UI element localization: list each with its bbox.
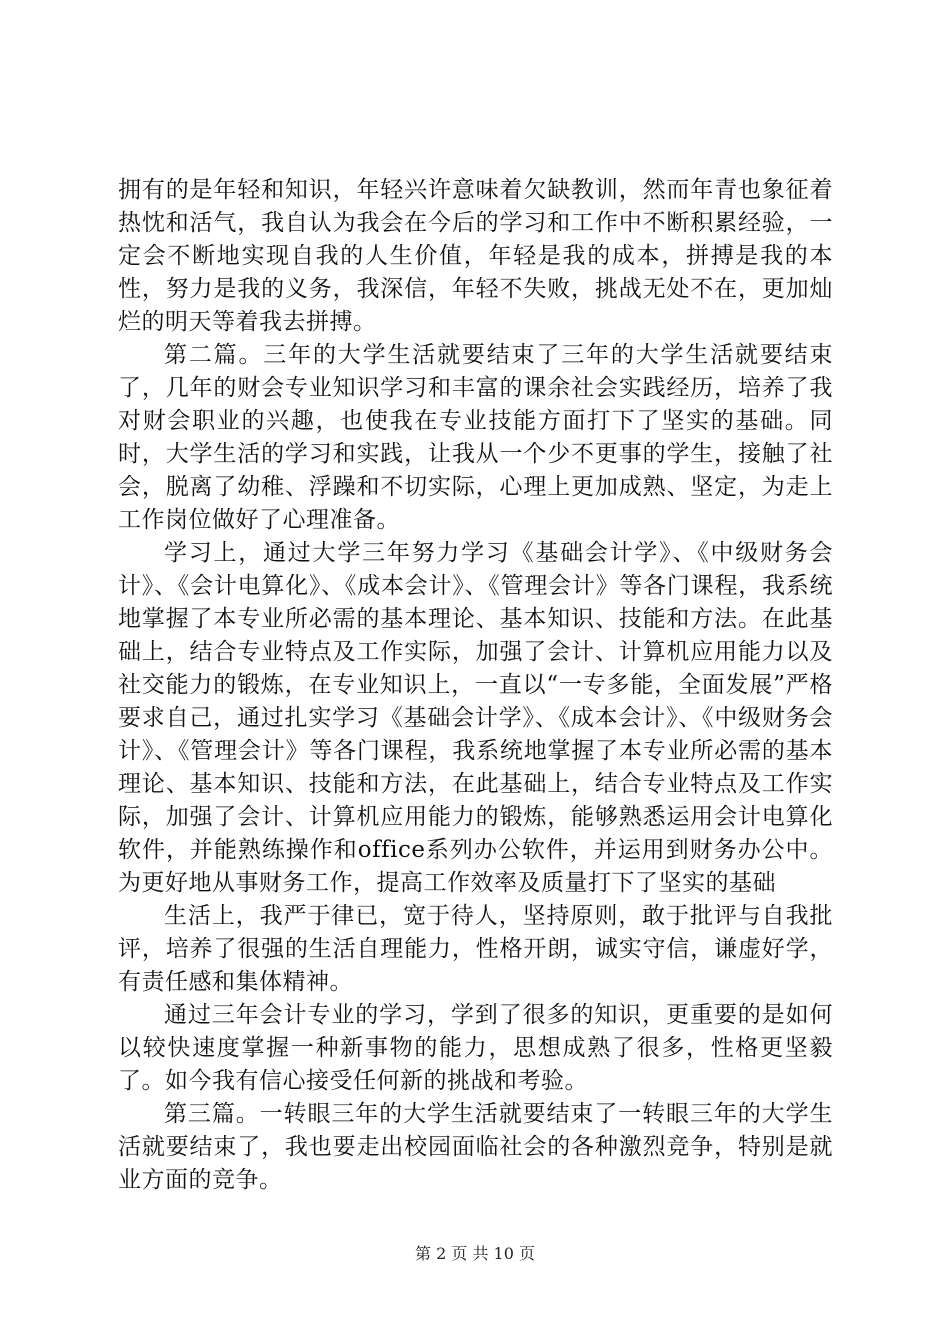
paragraph-life: 生活上，我严于律已，宽于待人，坚持原则，敢于批评与自我批评，培养了很强的生活自理能力，性格开朗，诚实守信，谦虚好学，有责任感和集体精神。 [118, 903, 833, 995]
paragraph-part-two: 第二篇。三年的大学生活就要结束了三年的大学生活就要结束了，几年的财会专业知识学习和丰富的课余社会实践经历，培养了我对财会职业的兴趣，也使我在专业技能方面打下了坚实的基础。同时，大学生活的学习和实践，让我从一个少不更事的学生，接触了社会，脱离了幼稚、浮躁和不切实际，心理上更加成熟、坚定，为走上工作岗位做好了心理准备。 [118, 342, 833, 533]
paragraph-summary: 通过三年会计专业的学习，学到了很多的知识，更重要的是如何以较快速度掌握一种新事物的能力，思想成熟了很多，性格更坚毅了。如今我有信心接受任何新的挑战和考验。 [118, 1002, 833, 1094]
page-number-footer: 第 2 页 共 10 页 [415, 1244, 535, 1263]
paragraph-part-three: 第三篇。一转眼三年的大学生活就要结束了一转眼三年的大学生活就要结束了，我也要走出校园面临社会的各种激烈竞争，特别是就业方面的竞争。 [118, 1101, 833, 1193]
paragraph-continuation: 拥有的是年轻和知识，年轻兴许意味着欠缺教训，然而年青也象征着热忱和活气，我自认为我会在今后的学习和工作中不断积累经验，一定会不断地实现自我的人生价值，年轻是我的成本，拼搏是我的本性，努力是我的义务，我深信，年轻不失败，挑战无处不在，更加灿烂的明天等着我去拼搏。 [118, 177, 833, 335]
document-body [118, 174, 833, 1197]
paragraph-study: 学习上，通过大学三年努力学习《基础会计学》、《中级财务会计》、《会计电算化》、《成本会计》、《管理会计》等各门课程，我系统地掌握了本专业所必需的基本理论、基本知识、技能和方法。在此基础上，结合专业特点及工作实际，加强了会计、计算机应用能力以及社交能力的锻炼，在专业知识上，一直以“一专多能，全面发展”严格要求自己，通过扎实学习《基础会计学》、《成本会计》、《中级财务会计》、《管理会计》等各门课程，我系统地掌握了本专业所必需的基本理论、基本知识、技能和方法，在此基础上，结合专业特点及工作实际，加强了会计、计算机应用能力的锻炼，能够熟悉运用会计电算化软件，并能熟练操作和office系列办公软件，并运用到财务办公中。为更好地从事财务工作，提高工作效率及质量打下了坚实的基础 [118, 540, 833, 896]
